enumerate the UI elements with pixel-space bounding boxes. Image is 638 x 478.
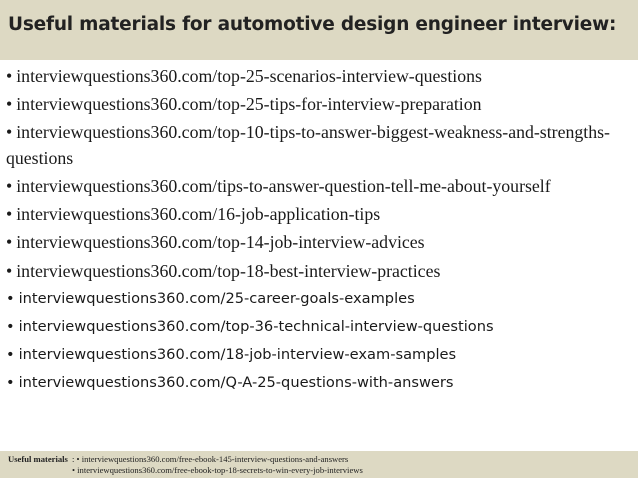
list-item[interactable]: [6, 286, 632, 312]
title-bar: [0, 0, 638, 60]
bullet-icon: •: [6, 94, 13, 115]
link-text[interactable]: interviewquestions360.com/top-14-job-interview-advices: [16, 232, 425, 253]
bullet-icon: •: [6, 122, 13, 143]
link-text[interactable]: interviewquestions360.com/top-36-technical-interview-questions: [18, 317, 494, 335]
bullet-icon: •: [6, 345, 15, 363]
bullet-icon: •: [6, 289, 15, 307]
list-item[interactable]: [6, 119, 632, 171]
list-item[interactable]: [6, 63, 632, 89]
list-item[interactable]: [6, 229, 632, 255]
list-item[interactable]: [6, 173, 632, 199]
list-item[interactable]: [6, 258, 632, 284]
footer-link-ebook-top-18[interactable]: • interviewquestions360.com/free-ebook-top-18-secrets-to-win-every-job-interviews: [72, 465, 363, 475]
link-text[interactable]: interviewquestions360.com/25-career-goals-examples: [18, 289, 415, 307]
link-list: [6, 63, 632, 398]
link-text[interactable]: interviewquestions360.com/top-25-tips-for-interview-preparation: [16, 94, 482, 115]
bullet-icon: •: [6, 373, 15, 391]
list-item[interactable]: [6, 201, 632, 227]
list-item[interactable]: [6, 91, 632, 117]
bullet-icon: •: [6, 317, 15, 335]
link-text[interactable]: interviewquestions360.com/top-18-best-interview-practices: [16, 260, 441, 281]
list-item[interactable]: [6, 314, 632, 340]
page-title: Useful materials for automotive design engineer interview:: [8, 14, 617, 35]
link-text[interactable]: interviewquestions360.com/top-25-scenarios-interview-questions: [16, 66, 482, 86]
link-text[interactable]: interviewquestions360.com/18-job-interview-exam-samples: [18, 345, 457, 363]
footer-bar: [0, 451, 638, 478]
link-text[interactable]: interviewquestions360.com/Q-A-25-questions-with-answers: [18, 373, 454, 391]
footer-link-ebook-145[interactable]: : • interviewquestions360.com/free-ebook-145-interview-questions-and-answers: [72, 454, 349, 464]
bullet-icon: •: [6, 204, 13, 225]
footer-label: Useful materials: [8, 454, 68, 464]
bullet-icon: •: [6, 176, 13, 197]
link-text[interactable]: interviewquestions360.com/top-10-tips-to-answer-biggest-weakness-and-strengths-questions: [6, 122, 610, 169]
bullet-icon: •: [6, 66, 13, 86]
list-item[interactable]: [6, 370, 632, 396]
bullet-icon: •: [6, 232, 13, 253]
link-text[interactable]: interviewquestions360.com/tips-to-answer-question-tell-me-about-yourself: [16, 176, 551, 197]
link-text[interactable]: interviewquestions360.com/16-job-application-tips: [16, 204, 381, 225]
list-item[interactable]: [6, 342, 632, 368]
bullet-icon: •: [6, 260, 13, 281]
